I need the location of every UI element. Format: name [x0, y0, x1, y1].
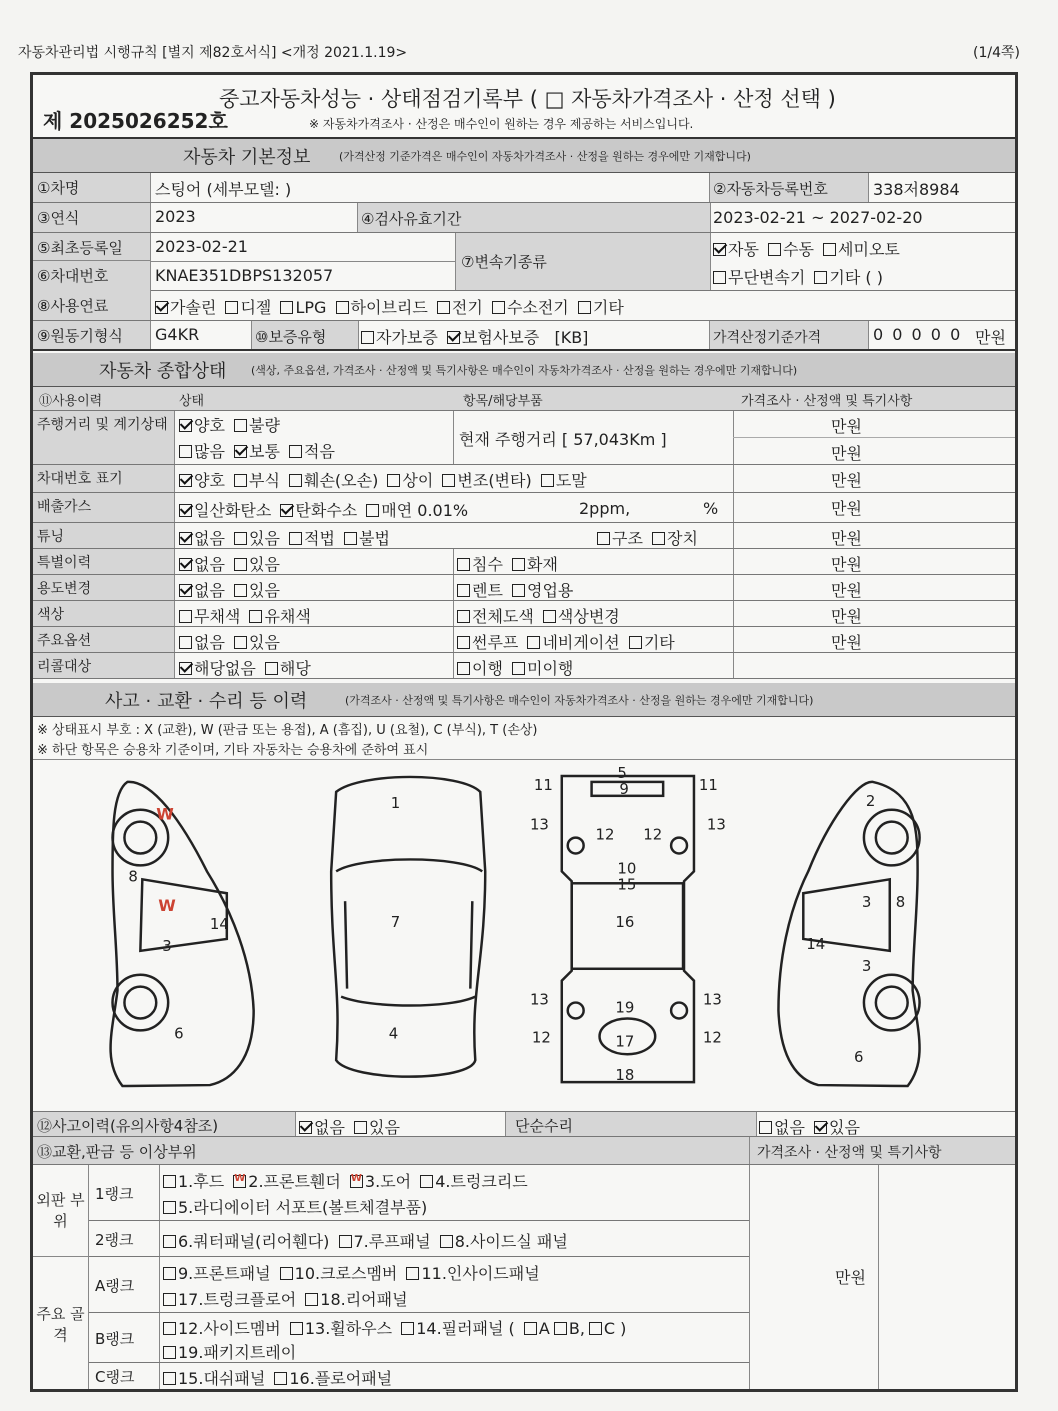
section-title: 자동차 종합상태 [99, 361, 227, 382]
status-label: 주요옵션 [33, 627, 175, 652]
page-number: (1/4쪽) [973, 45, 1020, 61]
status-label: 특별이력 [33, 549, 175, 574]
rank-1: 1랭크 [95, 1185, 134, 1203]
col-state: 상태 [179, 394, 205, 409]
label-first-reg: ⑤최초등록일 [33, 233, 151, 261]
label-warranty: ⑩보증유형 [255, 328, 327, 346]
label-inspection: ④검사유효기간 [361, 210, 462, 228]
section-note: (가격산정 기준가격은 매수인이 자동차가격조사 · 산정을 원하는 경우에만 기재합니다) [339, 150, 751, 163]
status-label: 용도변경 [33, 575, 175, 600]
engine-value: G4KR [155, 325, 200, 344]
status-row-2: 배출가스 일산화탄소 탄화수소 매연 0.01% 2ppm, % 만원 [33, 493, 1015, 523]
svg-text:8: 8 [895, 893, 906, 912]
model-value: 스팅어 (세부모델: ) [155, 180, 292, 199]
svg-text:19: 19 [615, 998, 635, 1017]
svg-text:18: 18 [615, 1066, 635, 1085]
status-row-0: 주행거리 및 계기상태 양호 불량 많음 보통 적음 현재 주행거리 [ 57,043Km ] 만원 만원 [33, 411, 1015, 465]
rank-c: C랭크 [95, 1368, 135, 1386]
section-status [33, 353, 1015, 387]
label-year: ③연식 [33, 203, 151, 232]
form-title: 중고자동차성능 · 상태점검기록부 ( □ 자동차가격조사 · 산정 선택 ) [219, 87, 836, 111]
label-transmission: ⑦변속기종류 [461, 253, 547, 271]
svg-text:13: 13 [706, 815, 726, 834]
svg-text:17: 17 [615, 1032, 635, 1051]
parts-table [33, 1165, 749, 1389]
col-price: 가격조사 · 산정액 및 특기사항 [741, 394, 913, 409]
status-label: 색상 [33, 601, 175, 626]
rank-2: 2랭크 [95, 1231, 134, 1249]
rankA-parts-a: 9.프론트패널 10.크로스멤버 11.인사이드패널 [159, 1261, 540, 1284]
price-value: 0 0 0 0 0 [873, 325, 963, 344]
warranty-options: 자가보증 보험사보증 [KB] [357, 325, 588, 348]
row-parts-header [33, 1137, 1015, 1165]
svg-text:1: 1 [390, 793, 401, 812]
simple-repair-options: 없음 있음 [755, 1115, 860, 1138]
form-citation: 자동차관리법 시행규칙 [별지 제82호서식] <개정 2021.1.19> [18, 45, 408, 61]
legend-note: ※ 하단 항목은 승용차 기준이며, 기타 자동차는 승용차에 준하여 표시 [37, 743, 429, 758]
section-title: 사고 · 교환 · 수리 등 이력 [105, 691, 308, 712]
status-row-1: 차대번호 표기 양호 부식 훼손(오손) 상이 변조(변타) 도말 만원 [33, 465, 1015, 493]
year-value: 2023 [155, 207, 196, 226]
row-accident-history [33, 1111, 1015, 1137]
rankB-parts-a: 12.사이드멤버 13.휠하우스 14.필러패널 ( A B, C ) [159, 1316, 626, 1339]
record-number: 제 2025026252호 [43, 109, 228, 133]
row-rankA [89, 1257, 749, 1313]
svg-text:9: 9 [619, 779, 629, 798]
svg-text:12: 12 [595, 825, 615, 844]
status-row-7: 주요옵션 없음 있음 썬루프 네비게이션 기타 만원 [33, 627, 1015, 653]
section-note: (가격조사 · 산정액 및 특기사항은 매수인이 자동차가격조사 · 산정을 원하는 경우에만 기재합니다) [345, 694, 814, 707]
svg-text:12: 12 [702, 1028, 722, 1047]
transmission-options-2: 무단변속기 기타 ( ) [709, 265, 883, 288]
label-vin: ⑥차대번호 [33, 261, 151, 291]
label-price: 가격산정기준가격 [713, 330, 822, 346]
svg-text:13: 13 [529, 815, 549, 834]
mark-door: W [158, 896, 176, 916]
svg-text:4: 4 [388, 1024, 399, 1043]
row-rankC [89, 1363, 749, 1389]
rankA-parts-b: 17.트렁크플로어 18.리어패널 [159, 1287, 408, 1310]
label-simple-repair: 단순수리 [515, 1117, 573, 1135]
price-unit: 만원 [975, 328, 1006, 347]
svg-text:13: 13 [529, 990, 549, 1009]
svg-text:2: 2 [865, 791, 876, 810]
inspection-value: 2023-02-21 ~ 2027-02-20 [713, 208, 923, 227]
reg-value: 338저8984 [873, 180, 960, 199]
svg-text:10: 10 [617, 859, 637, 878]
svg-text:8: 8 [128, 867, 138, 886]
svg-text:14: 14 [806, 934, 826, 953]
row-rank1 [89, 1165, 749, 1221]
row-year [33, 203, 1015, 233]
fuel-options: 가솔린 디젤 LPG 하이브리드 전기 수소전기 기타 [151, 295, 624, 318]
section-note: (색상, 주요옵션, 가격조사 · 산정액 및 특기사항은 매수인이 자동차가격조사 · 산정을 원하는 경우에만 기재합니다) [251, 364, 798, 377]
parts-price-unit: 만원 [835, 1268, 866, 1287]
status-row-3: 튜닝 없음 있음 적법 불법 구조 장치 만원 [33, 523, 1015, 549]
svg-text:14: 14 [209, 915, 229, 934]
label-outer-panel: 외판 부위 [33, 1165, 89, 1257]
accident-options: 없음 있음 [295, 1115, 400, 1138]
svg-text:13: 13 [702, 990, 722, 1009]
rank1-parts-b: 5.라디에이터 서포트(볼트체결부품) [159, 1195, 427, 1218]
svg-text:3: 3 [162, 936, 172, 955]
form-header [33, 75, 1015, 139]
col-history: ⑪사용이력 [39, 394, 103, 409]
col-part: 항목/해당부품 [463, 394, 543, 409]
svg-text:12: 12 [531, 1028, 551, 1047]
row-rank2 [89, 1221, 749, 1257]
status-label: 튜닝 [33, 523, 175, 548]
label-engine: ⑨원동기형식 [33, 321, 151, 349]
row-rankB [89, 1313, 749, 1363]
row-fuel [33, 291, 1015, 321]
vin-value: KNAE351DBPS132057 [155, 266, 334, 285]
svg-text:6: 6 [853, 1048, 864, 1067]
status-row-4: 특별이력 없음 있음 침수 화재 만원 [33, 549, 1015, 575]
vehicle-diagram [33, 761, 1015, 1101]
row-model [33, 173, 1015, 203]
transmission-options-1: 자동 수동 세미오토 [709, 237, 900, 260]
label-fuel: ⑧사용연료 [33, 291, 151, 320]
svg-text:12: 12 [643, 825, 663, 844]
rankC-parts: 15.대쉬패널 16.플로어패널 [159, 1366, 392, 1389]
mark-front-fender: W [156, 804, 174, 824]
section-basic [33, 139, 1015, 173]
section-accident [33, 683, 1015, 717]
svg-text:16: 16 [615, 913, 635, 932]
status-label: 차대번호 표기 [33, 465, 175, 492]
svg-text:7: 7 [390, 913, 401, 932]
status-label: 배출가스 [33, 493, 175, 522]
label-model: ①차명 [33, 173, 151, 202]
label-accident: ⑫사고이력(유의사항4참조) [37, 1117, 219, 1135]
status-label: 리콜대상 [33, 653, 175, 678]
row-first-reg [33, 233, 1015, 291]
rank2-parts: 6.쿼터패널(리어휀다) 7.루프패널 8.사이드실 패널 [159, 1229, 568, 1252]
svg-text:3: 3 [861, 893, 872, 912]
svg-text:15: 15 [617, 875, 637, 894]
status-label: 주행거리 및 계기상태 [33, 411, 175, 464]
label-main-frame: 주요 골격 [33, 1257, 89, 1389]
svg-text:11: 11 [698, 775, 718, 794]
label-reg: ②자동차등록번호 [713, 180, 828, 198]
svg-text:5: 5 [617, 763, 627, 782]
svg-text:11: 11 [533, 775, 553, 794]
status-row-6: 색상 무채색 유채색 전체도색 색상변경 만원 [33, 601, 1015, 627]
svg-text:3: 3 [861, 956, 872, 975]
rankB-parts-b: 19.패키지트레이 [159, 1340, 296, 1363]
inspection-form [30, 72, 1018, 1392]
rank1-parts-a: 1.후드 W 2.프론트휀더 W 3.도어 4.트렁크리드 [159, 1169, 528, 1192]
label-parts: ⑬교환,판금 등 이상부위 [37, 1143, 197, 1161]
rank-a: A랭크 [95, 1277, 135, 1295]
svg-text:6: 6 [174, 1024, 184, 1043]
symbol-legend: ※ 상태표시 부호 : X (교환), W (판금 또는 용접), A (흠집), U (요철), C (부식), T (손상) [37, 723, 538, 738]
form-subtitle: ※ 자동차가격조사 · 산정은 매수인이 원하는 경우 제공하는 서비스입니다. [309, 117, 694, 131]
odometer-value: 현재 주행거리 [ 57,043Km ] [459, 430, 667, 449]
first-reg-value: 2023-02-21 [155, 237, 248, 256]
status-row-8: 리콜대상 해당없음 해당 이행 미이행 [33, 653, 1015, 679]
status-header [33, 387, 1015, 411]
status-row-5: 용도변경 없음 있음 렌트 영업용 만원 [33, 575, 1015, 601]
section-title: 자동차 기본정보 [183, 147, 311, 168]
rank-b: B랭크 [95, 1330, 135, 1348]
row-engine [33, 321, 1015, 351]
label-parts-price: 가격조사 · 산정액 및 특기사항 [757, 1145, 942, 1161]
